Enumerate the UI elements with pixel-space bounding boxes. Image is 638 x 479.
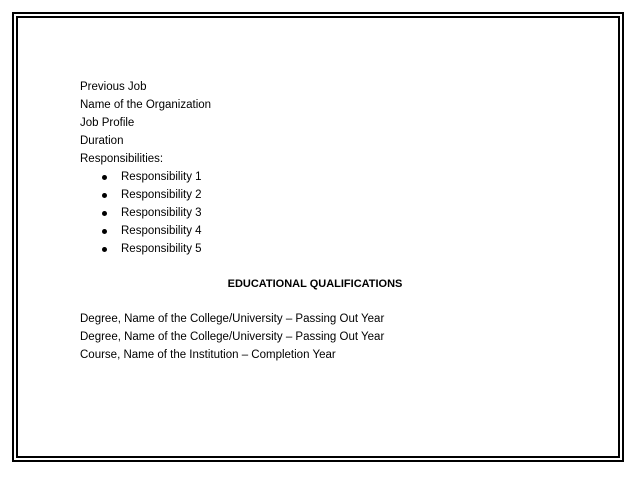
education-entry: Degree, Name of the College/University – Passing Out Year [80, 313, 385, 325]
education-heading: EDUCATIONAL QUALIFICATIONS [227, 278, 403, 290]
list-item [80, 168, 550, 186]
list-item [80, 204, 550, 222]
responsibility-text: Responsibility 2 [121, 189, 202, 201]
responsibility-text: Responsibility 5 [121, 243, 202, 255]
list-item [80, 240, 550, 258]
previous-job-label: Previous Job [80, 81, 147, 93]
bullet-icon [102, 175, 107, 180]
job-profile: Job Profile [80, 117, 135, 129]
bullet-icon [102, 193, 107, 198]
bullet-icon [102, 229, 107, 234]
responsibilities-list [80, 168, 550, 258]
bullet-icon [102, 247, 107, 252]
list-item [80, 186, 550, 204]
duration: Duration [80, 135, 124, 147]
bullet-icon [102, 211, 107, 216]
list-item [80, 222, 550, 240]
education-entry: Degree, Name of the College/University – Passing Out Year [80, 331, 385, 343]
responsibilities-label: Responsibilities: [80, 153, 164, 165]
education-entry: Course, Name of the Institution – Completion Year [80, 349, 336, 361]
resume-content [80, 78, 550, 364]
organization-name: Name of the Organization [80, 99, 212, 111]
responsibility-text: Responsibility 1 [121, 171, 202, 183]
responsibility-text: Responsibility 4 [121, 225, 202, 237]
responsibility-text: Responsibility 3 [121, 207, 202, 219]
